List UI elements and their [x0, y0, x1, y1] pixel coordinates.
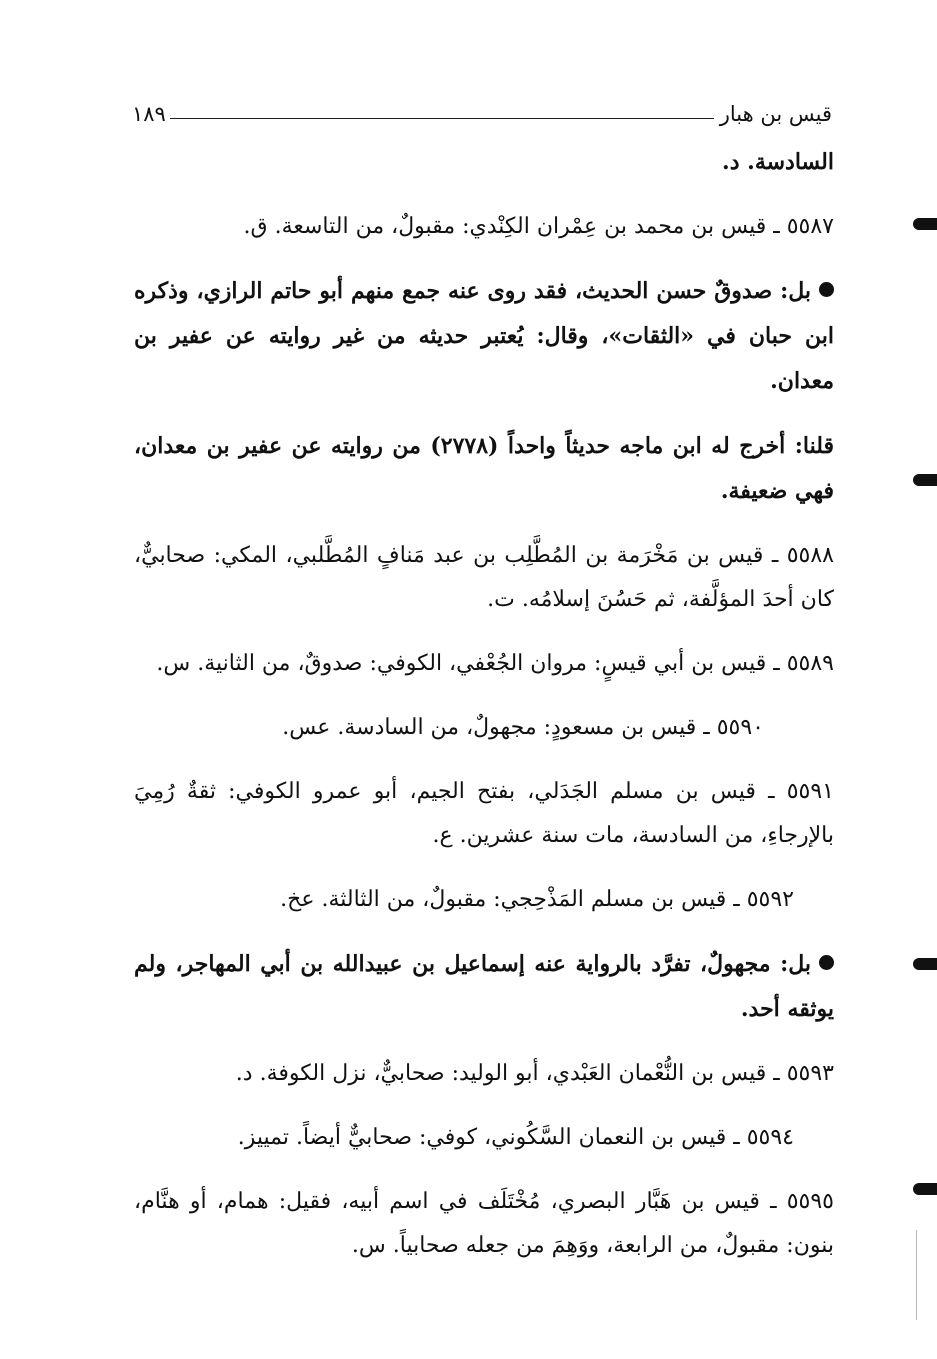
entry-continuation	[134, 140, 834, 185]
entry-5590	[134, 706, 834, 750]
commentary-text: بل: صدوقٌ حسن الحديث، فقد روى عنه جمع منهم أبو حاتم الرازي، وذكره ابن حبان في «الثقات»، وقال: يُعتبر حديثه من غير روايته عن عفير بن معدان.	[134, 278, 834, 394]
entry-5593	[134, 1052, 834, 1096]
note-5587	[134, 424, 834, 514]
entry-5595	[134, 1180, 834, 1268]
margin-tab-icon	[913, 1183, 937, 1195]
entry-text: ٥٥٩٣ ـ قيس بن النُّعْمان العَبْدي، أبو الوليد: صحابيٌّ، نزل الكوفة. د.	[235, 1061, 834, 1086]
entry-text: ٥٥٩٢ ـ قيس بن مسلم المَذْحِجي: مقبولٌ، من الثالثة. عخ.	[280, 887, 794, 912]
entry-text: ٥٥٩٤ ـ قيس بن النعمان السَّكُوني، كوفي: صحابيٌّ أيضاً. تمييز.	[237, 1125, 794, 1150]
entry-5592	[134, 878, 834, 922]
commentary-5587	[134, 269, 834, 404]
commentary-text: بل: مجهولٌ، تفرَّد بالرواية عنه إسماعيل بن عبيدالله بن أبي المهاجر، ولم يوثقه أحد.	[134, 951, 834, 1022]
entry-text: ٥٥٩١ ـ قيس بن مسلم الجَدَلي، بفتح الجيم، أبو عمرو الكوفي: ثقةٌ رُمِيَ بالإرجاءِ، من السادسة، مات سنة عشرين. ع.	[134, 779, 834, 848]
entry-5591	[134, 770, 834, 858]
bullet-icon	[819, 955, 834, 970]
margin-tab-icon	[913, 218, 937, 230]
entry-5594	[134, 1116, 834, 1160]
entry-5589	[134, 642, 834, 686]
entry-text: ٥٥٩٠ ـ قيس بن مسعودٍ: مجهولٌ، من السادسة. عس.	[282, 715, 764, 740]
entry-text: ٥٥٨٨ ـ قيس بن مَخْرَمة بن المُطَّلِب بن عبد مَنافٍ المُطَّلبي، المكي: صحابيٌّ، كان أحدَ المؤلَّفة، ثم حَسُنَ إسلامُه. ت.	[134, 543, 834, 612]
page-body	[134, 140, 834, 1268]
page-header	[132, 92, 832, 126]
margin-tab-icon	[913, 474, 937, 486]
entry-text: السادسة. د.	[722, 149, 834, 175]
page-edge-line	[916, 1230, 917, 1320]
entry-text: ٥٥٨٩ ـ قيس بن أبي قيسٍ: مروان الجُعْفي، الكوفي: صدوقٌ، من الثانية. س.	[156, 651, 834, 676]
margin-tab-icon	[913, 958, 937, 970]
bullet-icon	[819, 282, 834, 297]
entry-5587	[134, 205, 834, 249]
note-text: قلنا: أخرج له ابن ماجه حديثاً واحداً (٢٧٧٨) من روايته عن عفير بن معدان، فهي ضعيفة.	[134, 433, 835, 504]
entry-5588	[134, 534, 834, 622]
entry-text: ٥٥٩٥ ـ قيس بن هَبَّار البصري، مُخْتَلَف في اسم أبيه، فقيل: همام، أو هنَّام، بنون: مقبولٌ، من الرابعة، ووَهِمَ من جعله صحابياً. س.	[134, 1189, 834, 1258]
commentary-5592	[134, 942, 834, 1032]
entry-text: ٥٥٨٧ ـ قيس بن محمد بن عِمْران الكِنْدي: مقبولٌ، من التاسعة. ق.	[243, 214, 834, 239]
header-rule	[170, 118, 714, 119]
running-title: قيس بن هبار	[719, 102, 832, 126]
page-number: ١٨٩	[132, 102, 166, 126]
